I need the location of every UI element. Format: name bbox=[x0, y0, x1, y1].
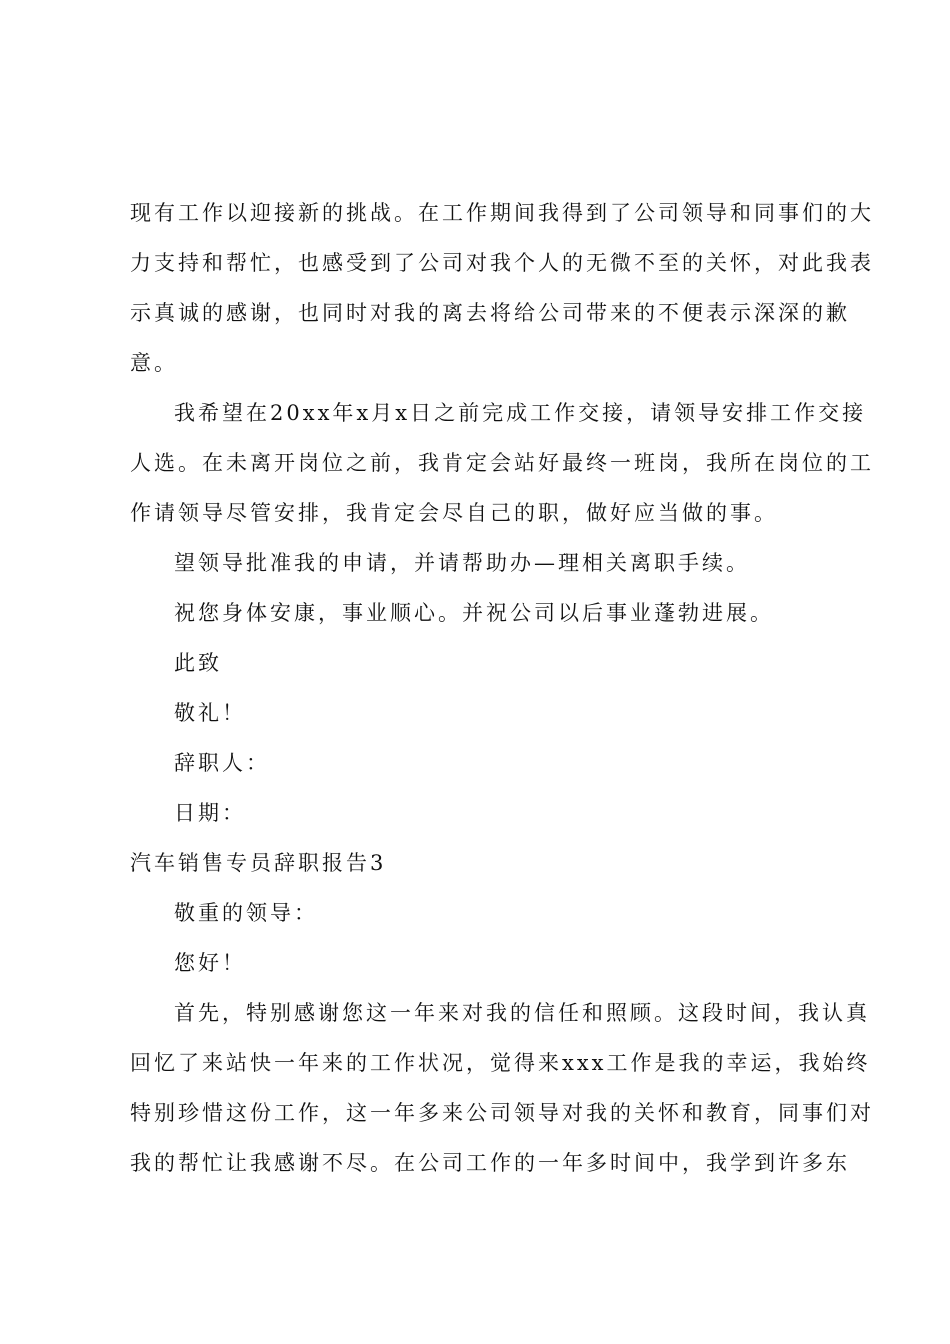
text-line: 示真诚的感谢，也同时对我的离去将给公司带来的不便表示深深的歉 bbox=[130, 301, 850, 325]
text-line: 敬重的领导： bbox=[174, 901, 318, 925]
text-line: 首先，特别感谢您这一年来对我的信任和照顾。这段时间，我认真 bbox=[174, 1001, 870, 1025]
paragraph-continuation bbox=[130, 188, 874, 388]
closing-line-2 bbox=[130, 688, 830, 738]
salutation-line bbox=[130, 888, 830, 938]
text-line: 我希望在20xx年x月x日之前完成工作交接，请领导安排工作交接 bbox=[174, 401, 867, 425]
text-line: 敬礼！ bbox=[174, 701, 246, 725]
text-line: 现有工作以迎接新的挑战。在工作期间我得到了公司领导和同事们的大 bbox=[130, 201, 874, 225]
text-line: 作请领导尽管安排，我肯定会尽自己的职，做好应当做的事。 bbox=[130, 501, 778, 525]
signer-line bbox=[130, 738, 830, 788]
closing-line-1 bbox=[130, 638, 830, 688]
greeting-line bbox=[130, 938, 830, 988]
text-line: 辞职人： bbox=[174, 751, 270, 775]
paragraph-handover bbox=[130, 388, 874, 538]
section-heading bbox=[130, 838, 830, 888]
date-line bbox=[130, 788, 830, 838]
text-line: 力支持和帮忙，也感受到了公司对我个人的无微不至的关怀，对此我表 bbox=[130, 251, 874, 275]
text-line: 日期： bbox=[174, 801, 246, 825]
paragraph-thanks bbox=[130, 988, 874, 1188]
text-line: 您好！ bbox=[174, 951, 246, 975]
text-line: 祝您身体安康，事业顺心。并祝公司以后事业蓬勃进展。 bbox=[174, 601, 774, 625]
text-line: 望领导批准我的申请，并请帮助办—理相关离职手续。 bbox=[174, 551, 750, 575]
paragraph-request bbox=[130, 538, 830, 588]
text-line: 此致 bbox=[174, 651, 222, 675]
text-line: 人选。在未离开岗位之前，我肯定会站好最终一班岗，我所在岗位的工 bbox=[130, 451, 874, 475]
paragraph-wishes bbox=[130, 588, 830, 638]
document-body bbox=[130, 188, 874, 1188]
text-line: 特别珍惜这份工作，这一年多来公司领导对我的关怀和教育，同事们对 bbox=[130, 1101, 874, 1125]
text-line: 意。 bbox=[130, 351, 178, 375]
text-line: 回忆了来站快一年来的工作状况，觉得来xxx工作是我的幸运，我始终 bbox=[130, 1051, 871, 1075]
heading-text: 汽车销售专员辞职报告3 bbox=[130, 851, 387, 875]
text-line: 我的帮忙让我感谢不尽。在公司工作的一年多时间中，我学到许多东 bbox=[130, 1151, 850, 1175]
